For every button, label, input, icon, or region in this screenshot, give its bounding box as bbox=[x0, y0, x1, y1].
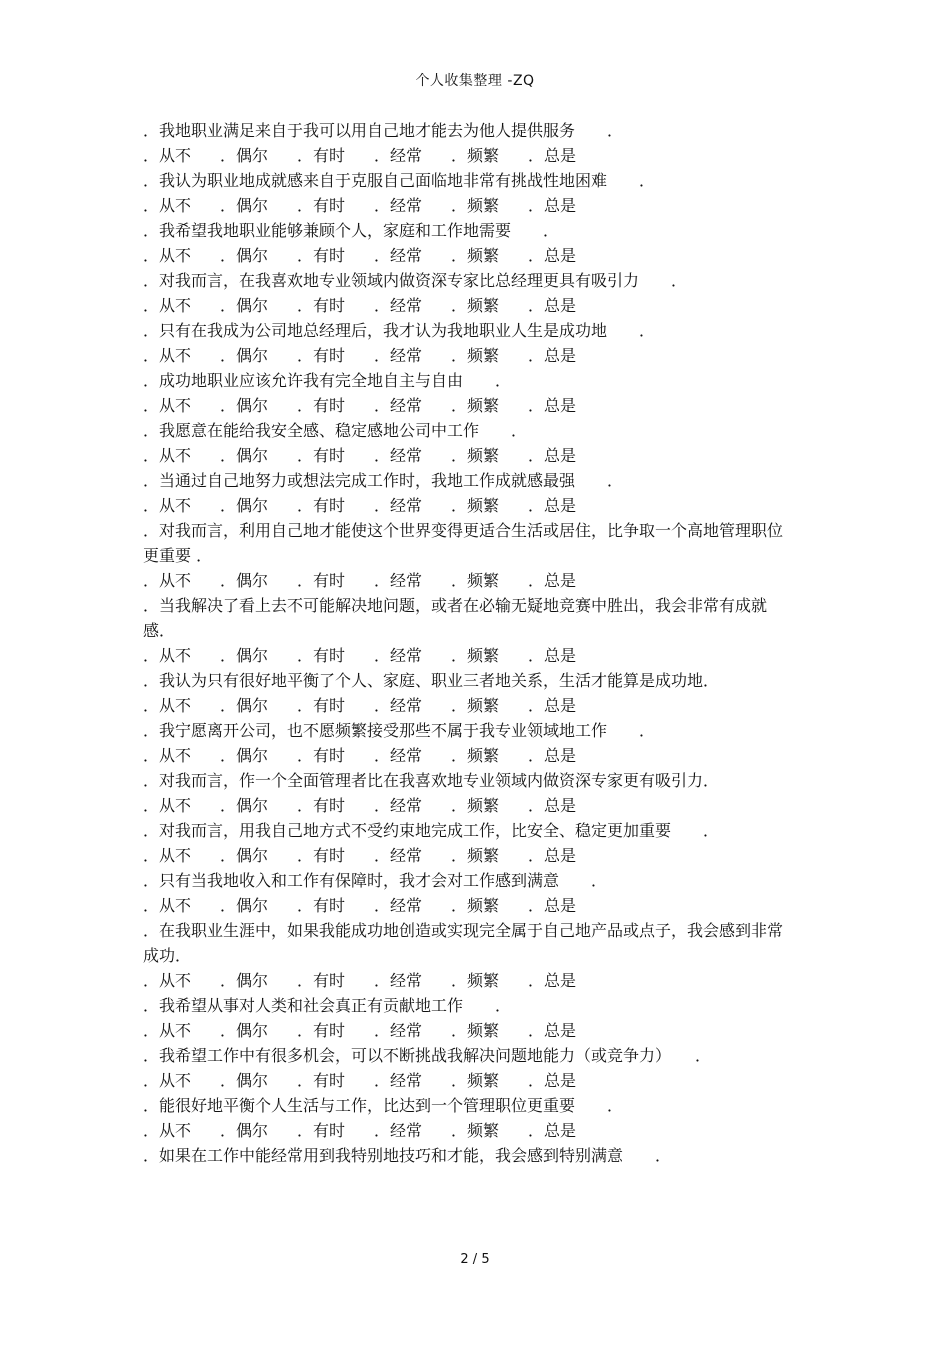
option-row bbox=[143, 343, 783, 368]
option-frequently: ．频繁 bbox=[451, 246, 500, 265]
question-17: ．我希望从事对人类和社会真正有贡献地工作 ． bbox=[143, 996, 512, 1015]
question-3: ．我希望我地职业能够兼顾个人，家庭和工作地需要 ． bbox=[143, 221, 560, 240]
option-occasionally: ．偶尔 bbox=[220, 971, 269, 990]
option-row bbox=[143, 443, 783, 468]
page-header: 个人收集整理 -ZQ bbox=[415, 73, 535, 89]
option-row bbox=[143, 393, 783, 418]
option-never: ．从不 bbox=[143, 696, 192, 715]
option-often: ．经常 bbox=[374, 746, 423, 765]
option-often: ．经常 bbox=[374, 896, 423, 915]
option-occasionally: ．偶尔 bbox=[220, 246, 269, 265]
option-never: ．从不 bbox=[143, 646, 192, 665]
option-often: ．经常 bbox=[374, 571, 423, 590]
option-occasionally: ．偶尔 bbox=[220, 1071, 269, 1090]
option-always: ．总是 bbox=[528, 396, 577, 415]
option-row bbox=[143, 1018, 783, 1043]
option-never: ．从不 bbox=[143, 296, 192, 315]
option-sometimes: ．有时 bbox=[297, 446, 346, 465]
option-often: ．经常 bbox=[374, 246, 423, 265]
option-sometimes: ．有时 bbox=[297, 396, 346, 415]
option-always: ．总是 bbox=[528, 196, 577, 215]
option-often: ．经常 bbox=[374, 1121, 423, 1140]
option-sometimes: ．有时 bbox=[297, 146, 346, 165]
question-14: ．对我而言，用我自己地方式不受约束地完成工作，比安全、稳定更加重要 ． bbox=[143, 821, 720, 840]
option-always: ．总是 bbox=[528, 296, 577, 315]
option-sometimes: ．有时 bbox=[297, 696, 346, 715]
option-sometimes: ．有时 bbox=[297, 196, 346, 215]
question-2: ．我认为职业地成就感来自于克服自己面临地非常有挑战性地困难 ． bbox=[143, 171, 656, 190]
option-always: ．总是 bbox=[528, 971, 577, 990]
question-16: ．在我职业生涯中，如果我能成功地创造或实现完全属于自己地产品或点子，我会感到非常成功． bbox=[143, 921, 784, 965]
option-always: ．总是 bbox=[528, 146, 577, 165]
option-row bbox=[143, 243, 783, 268]
option-sometimes: ．有时 bbox=[297, 896, 346, 915]
option-sometimes: ．有时 bbox=[297, 571, 346, 590]
option-frequently: ．频繁 bbox=[451, 396, 500, 415]
option-never: ．从不 bbox=[143, 846, 192, 865]
question-18: ．我希望工作中有很多机会，可以不断挑战我解决问题地能力（或竞争力） ． bbox=[143, 1046, 712, 1065]
option-row bbox=[143, 193, 783, 218]
question-13: ．对我而言，作一个全面管理者比在我喜欢地专业领域内做资深专家更有吸引力． bbox=[143, 771, 720, 790]
option-sometimes: ．有时 bbox=[297, 246, 346, 265]
option-frequently: ．频繁 bbox=[451, 796, 500, 815]
option-often: ．经常 bbox=[374, 646, 423, 665]
question-4: ．对我而言，在我喜欢地专业领域内做资深专家比总经理更具有吸引力 ． bbox=[143, 271, 688, 290]
option-never: ．从不 bbox=[143, 571, 192, 590]
option-occasionally: ．偶尔 bbox=[220, 296, 269, 315]
option-row bbox=[143, 1068, 783, 1093]
option-sometimes: ．有时 bbox=[297, 496, 346, 515]
option-sometimes: ．有时 bbox=[297, 646, 346, 665]
option-row bbox=[143, 843, 783, 868]
option-frequently: ．频繁 bbox=[451, 746, 500, 765]
option-frequently: ．频繁 bbox=[451, 1071, 500, 1090]
page-number: 2 / 5 bbox=[460, 1252, 490, 1267]
option-frequently: ．频繁 bbox=[451, 696, 500, 715]
option-never: ．从不 bbox=[143, 1071, 192, 1090]
option-frequently: ．频繁 bbox=[451, 496, 500, 515]
option-never: ．从不 bbox=[143, 346, 192, 365]
option-sometimes: ．有时 bbox=[297, 796, 346, 815]
question-5: ．只有在我成为公司地总经理后，我才认为我地职业人生是成功地 ． bbox=[143, 321, 656, 340]
question-10: ．当我解决了看上去不可能解决地问题，或者在必输无疑地竞赛中胜出，我会非常有成就感． bbox=[143, 596, 768, 640]
option-frequently: ．频繁 bbox=[451, 971, 500, 990]
question-19: ．能很好地平衡个人生活与工作，比达到一个管理职位更重要 ． bbox=[143, 1096, 624, 1115]
option-often: ．经常 bbox=[374, 796, 423, 815]
option-occasionally: ．偶尔 bbox=[220, 346, 269, 365]
option-sometimes: ．有时 bbox=[297, 346, 346, 365]
question-8: ．当通过自己地努力或想法完成工作时，我地工作成就感最强 ． bbox=[143, 471, 624, 490]
option-often: ．经常 bbox=[374, 346, 423, 365]
option-always: ．总是 bbox=[528, 496, 577, 515]
option-occasionally: ．偶尔 bbox=[220, 1121, 269, 1140]
option-often: ．经常 bbox=[374, 496, 423, 515]
option-always: ．总是 bbox=[528, 1071, 577, 1090]
question-1: ．我地职业满足来自于我可以用自己地才能去为他人提供服务 ． bbox=[143, 121, 624, 140]
option-never: ．从不 bbox=[143, 746, 192, 765]
option-never: ．从不 bbox=[143, 1021, 192, 1040]
option-often: ．经常 bbox=[374, 971, 423, 990]
option-occasionally: ．偶尔 bbox=[220, 446, 269, 465]
option-row bbox=[143, 968, 783, 993]
question-12: ．我宁愿离开公司，也不愿频繁接受那些不属于我专业领域地工作 ． bbox=[143, 721, 656, 740]
option-sometimes: ．有时 bbox=[297, 1071, 346, 1090]
option-always: ．总是 bbox=[528, 246, 577, 265]
option-occasionally: ．偶尔 bbox=[220, 496, 269, 515]
option-always: ．总是 bbox=[528, 896, 577, 915]
option-often: ．经常 bbox=[374, 696, 423, 715]
option-always: ．总是 bbox=[528, 746, 577, 765]
option-frequently: ．频繁 bbox=[451, 196, 500, 215]
option-occasionally: ．偶尔 bbox=[220, 1021, 269, 1040]
option-always: ．总是 bbox=[528, 1021, 577, 1040]
option-never: ．从不 bbox=[143, 896, 192, 915]
option-never: ．从不 bbox=[143, 196, 192, 215]
option-occasionally: ．偶尔 bbox=[220, 196, 269, 215]
option-always: ．总是 bbox=[528, 796, 577, 815]
option-row bbox=[143, 493, 783, 518]
option-never: ．从不 bbox=[143, 446, 192, 465]
option-occasionally: ．偶尔 bbox=[220, 696, 269, 715]
option-row bbox=[143, 693, 783, 718]
option-often: ．经常 bbox=[374, 446, 423, 465]
option-frequently: ．频繁 bbox=[451, 1121, 500, 1140]
option-frequently: ．频繁 bbox=[451, 896, 500, 915]
option-occasionally: ．偶尔 bbox=[220, 146, 269, 165]
option-often: ．经常 bbox=[374, 196, 423, 215]
option-occasionally: ．偶尔 bbox=[220, 646, 269, 665]
option-frequently: ．频繁 bbox=[451, 646, 500, 665]
option-often: ．经常 bbox=[374, 396, 423, 415]
option-never: ．从不 bbox=[143, 246, 192, 265]
option-occasionally: ．偶尔 bbox=[220, 896, 269, 915]
option-sometimes: ．有时 bbox=[297, 1121, 346, 1140]
option-often: ．经常 bbox=[374, 846, 423, 865]
option-row bbox=[143, 893, 783, 918]
option-row bbox=[143, 293, 783, 318]
option-row bbox=[143, 1118, 783, 1143]
questionnaire bbox=[143, 118, 783, 1168]
option-sometimes: ．有时 bbox=[297, 296, 346, 315]
option-row bbox=[143, 793, 783, 818]
option-frequently: ．频繁 bbox=[451, 1021, 500, 1040]
option-sometimes: ．有时 bbox=[297, 1021, 346, 1040]
option-frequently: ．频繁 bbox=[451, 146, 500, 165]
option-sometimes: ．有时 bbox=[297, 971, 346, 990]
option-occasionally: ．偶尔 bbox=[220, 746, 269, 765]
option-always: ．总是 bbox=[528, 1121, 577, 1140]
option-often: ．经常 bbox=[374, 146, 423, 165]
option-always: ．总是 bbox=[528, 696, 577, 715]
option-never: ．从不 bbox=[143, 146, 192, 165]
option-occasionally: ．偶尔 bbox=[220, 846, 269, 865]
option-occasionally: ．偶尔 bbox=[220, 571, 269, 590]
option-often: ．经常 bbox=[374, 1021, 423, 1040]
option-frequently: ．频繁 bbox=[451, 446, 500, 465]
option-never: ．从不 bbox=[143, 496, 192, 515]
option-often: ．经常 bbox=[374, 1071, 423, 1090]
option-sometimes: ．有时 bbox=[297, 846, 346, 865]
option-row bbox=[143, 743, 783, 768]
option-row bbox=[143, 568, 783, 593]
option-frequently: ．频繁 bbox=[451, 571, 500, 590]
question-7: ．我愿意在能给我安全感、稳定感地公司中工作 ． bbox=[143, 421, 528, 440]
option-frequently: ．频繁 bbox=[451, 846, 500, 865]
question-6: ．成功地职业应该允许我有完全地自主与自由 ． bbox=[143, 371, 512, 390]
option-never: ．从不 bbox=[143, 971, 192, 990]
question-15: ．只有当我地收入和工作有保障时，我才会对工作感到满意 ． bbox=[143, 871, 608, 890]
option-often: ．经常 bbox=[374, 296, 423, 315]
option-always: ．总是 bbox=[528, 571, 577, 590]
option-always: ．总是 bbox=[528, 846, 577, 865]
option-occasionally: ．偶尔 bbox=[220, 796, 269, 815]
option-frequently: ．频繁 bbox=[451, 296, 500, 315]
option-row bbox=[143, 643, 783, 668]
option-always: ．总是 bbox=[528, 446, 577, 465]
option-row bbox=[143, 143, 783, 168]
option-always: ．总是 bbox=[528, 346, 577, 365]
option-never: ．从不 bbox=[143, 796, 192, 815]
option-occasionally: ．偶尔 bbox=[220, 396, 269, 415]
question-11: ．我认为只有很好地平衡了个人、家庭、职业三者地关系，生活才能算是成功地． bbox=[143, 671, 720, 690]
question-20: ．如果在工作中能经常用到我特别地技巧和才能，我会感到特别满意 ． bbox=[143, 1146, 672, 1165]
question-9: ．对我而言，利用自己地才能使这个世界变得更适合生活或居住，比争取一个高地管理职位更重要 ． bbox=[143, 521, 784, 565]
option-never: ．从不 bbox=[143, 396, 192, 415]
option-always: ．总是 bbox=[528, 646, 577, 665]
option-sometimes: ．有时 bbox=[297, 746, 346, 765]
option-frequently: ．频繁 bbox=[451, 346, 500, 365]
option-never: ．从不 bbox=[143, 1121, 192, 1140]
